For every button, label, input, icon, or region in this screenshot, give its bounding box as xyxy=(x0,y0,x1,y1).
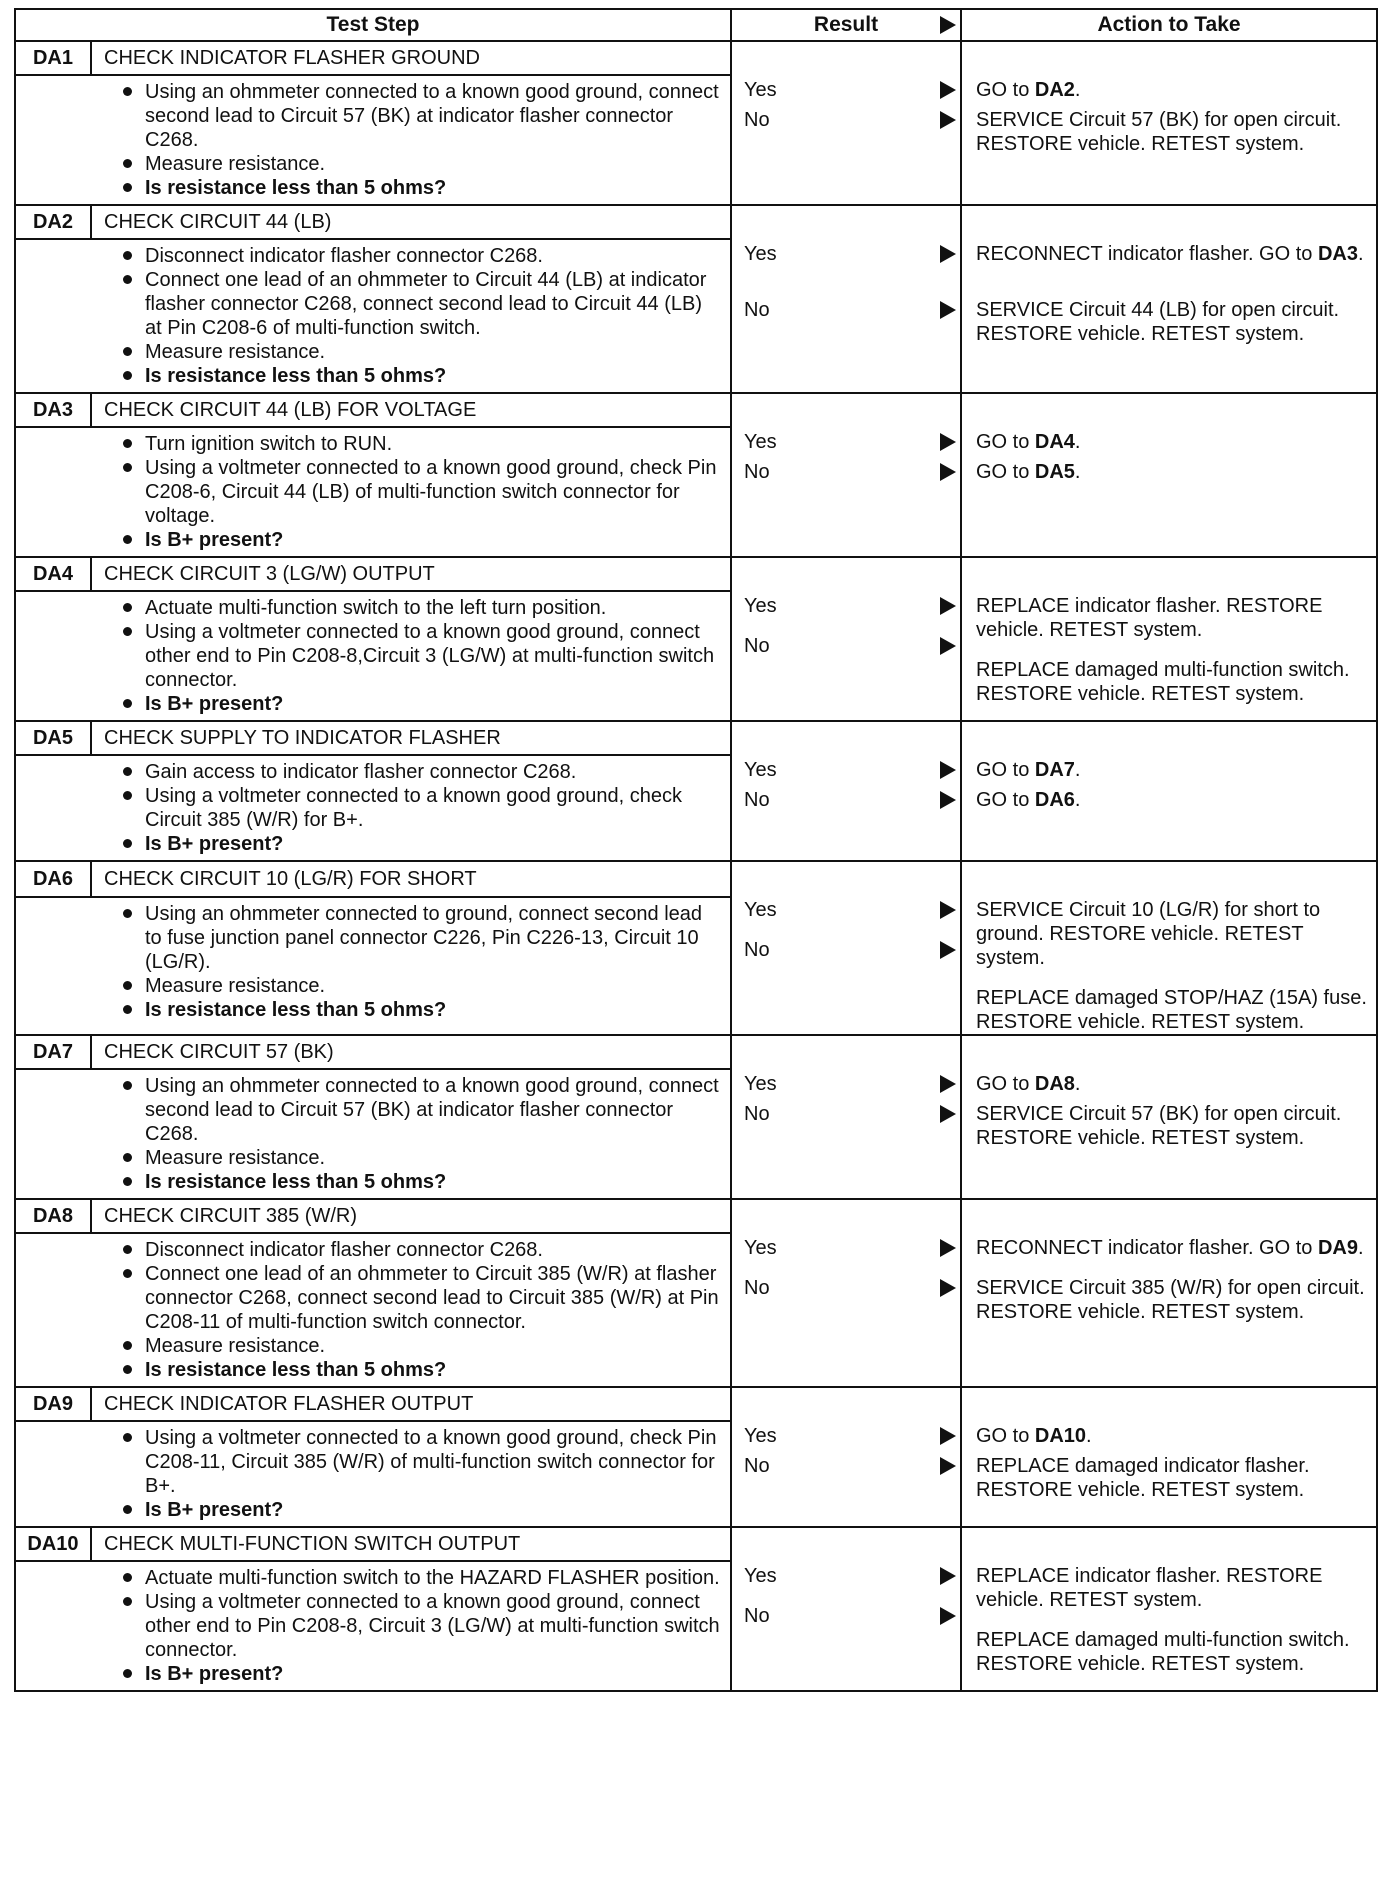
result-label: Yes xyxy=(744,595,777,617)
action-text xyxy=(962,788,1376,812)
action-cell xyxy=(961,1199,1377,1387)
action-label: REPLACE damaged multi-function switch. RESTORE vehicle. RETEST system. xyxy=(976,659,1350,705)
result-value xyxy=(732,788,960,812)
result-value xyxy=(732,108,960,132)
instruction-question: Is resistance less than 5 ohms? xyxy=(121,176,722,200)
action-cell xyxy=(961,1527,1377,1691)
action-suffix: . xyxy=(1086,1425,1092,1447)
action-text xyxy=(962,658,1376,706)
action-label: SERVICE Circuit 44 (LB) for open circuit. RESTORE vehicle. RETEST system. xyxy=(976,299,1340,345)
action-label: GO to xyxy=(976,1073,1035,1095)
result-value xyxy=(732,1424,960,1448)
step-id-spacer xyxy=(15,591,91,721)
action-text xyxy=(962,108,1376,156)
step-id-spacer xyxy=(15,1561,91,1691)
instruction-item: Gain access to indicator flasher connector C268. xyxy=(121,760,722,784)
step-instructions xyxy=(91,591,731,721)
step-title: CHECK MULTI-FUNCTION SWITCH OUTPUT xyxy=(91,1527,731,1561)
action-label: REPLACE indicator flasher. RESTORE vehicle. RETEST system. xyxy=(976,1565,1323,1611)
step-instructions xyxy=(91,427,731,557)
action-label: GO to xyxy=(976,789,1035,811)
step-id: DA3 xyxy=(15,393,91,427)
step-title-row xyxy=(15,205,1377,239)
action-text xyxy=(962,1424,1376,1448)
result-label: No xyxy=(744,1103,770,1125)
result-value xyxy=(732,898,960,922)
arrow-right-icon xyxy=(940,1239,956,1257)
instruction-list xyxy=(91,1426,722,1522)
result-value xyxy=(732,634,960,658)
step-id: DA6 xyxy=(15,861,91,897)
arrow-right-icon xyxy=(940,1607,956,1625)
instruction-item: Connect one lead of an ohmmeter to Circuit 385 (W/R) at flasher connector C268, connect second lead to Circuit 385 (W/R) at Pin C208-11 of multi-function switch connector. xyxy=(121,1262,722,1334)
action-suffix: . xyxy=(1074,79,1081,101)
result-value xyxy=(732,1102,960,1126)
step-id: DA2 xyxy=(15,205,91,239)
action-text xyxy=(962,430,1376,454)
result-value xyxy=(732,1604,960,1628)
action-text xyxy=(962,758,1376,782)
action-suffix: . xyxy=(1074,431,1081,453)
result-header: Result xyxy=(731,9,961,41)
step-id-spacer xyxy=(15,427,91,557)
step-title: CHECK CIRCUIT 3 (LG/W) OUTPUT xyxy=(91,557,731,591)
step-instructions xyxy=(91,239,731,393)
arrow-right-icon xyxy=(940,941,956,959)
result-label: No xyxy=(744,939,770,961)
instruction-list xyxy=(91,80,722,200)
step-instructions xyxy=(91,1561,731,1691)
action-text xyxy=(962,1102,1376,1150)
step-id-spacer xyxy=(15,755,91,861)
test-step-header: Test Step xyxy=(15,9,731,41)
action-suffix: . xyxy=(1357,1237,1364,1259)
step-id: DA8 xyxy=(15,1199,91,1233)
step-id: DA1 xyxy=(15,41,91,75)
result-cell xyxy=(731,861,961,1035)
result-cell xyxy=(731,1035,961,1199)
action-label: SERVICE Circuit 10 (LG/R) for short to ground. RESTORE vehicle. RETEST system. xyxy=(976,899,1321,969)
action-text xyxy=(962,1628,1376,1676)
arrow-right-icon xyxy=(940,1457,956,1475)
arrow-right-icon xyxy=(940,1279,956,1297)
result-value xyxy=(732,1072,960,1096)
step-title-row xyxy=(15,721,1377,755)
result-value xyxy=(732,758,960,782)
result-cell xyxy=(731,721,961,861)
result-value xyxy=(732,938,960,962)
instruction-item: Measure resistance. xyxy=(121,340,722,364)
result-label: No xyxy=(744,299,770,321)
result-label: Yes xyxy=(744,243,777,265)
step-instructions xyxy=(91,897,731,1035)
result-label: No xyxy=(744,789,770,811)
instruction-question: Is B+ present? xyxy=(121,528,722,552)
instruction-list xyxy=(91,432,722,552)
result-value xyxy=(732,1276,960,1300)
instruction-item: Actuate multi-function switch to the HAZARD FLASHER position. xyxy=(121,1566,722,1590)
result-cell xyxy=(731,205,961,393)
result-value xyxy=(732,242,960,266)
step-id-spacer xyxy=(15,1421,91,1527)
result-label: No xyxy=(744,1277,770,1299)
step-title: CHECK CIRCUIT 57 (BK) xyxy=(91,1035,731,1069)
step-id-spacer xyxy=(15,239,91,393)
result-label: No xyxy=(744,461,770,483)
action-text xyxy=(962,298,1376,346)
result-label: Yes xyxy=(744,1565,777,1587)
action-label: GO to xyxy=(976,79,1035,101)
instruction-item: Using an ohmmeter connected to a known good ground, connect second lead to Circuit 57 (BK) at indicator flasher connector C268. xyxy=(121,1074,722,1146)
action-label: RECONNECT indicator flasher. GO to xyxy=(976,243,1318,265)
step-title-row xyxy=(15,557,1377,591)
action-label: SERVICE Circuit 57 (BK) for open circuit. RESTORE vehicle. RETEST system. xyxy=(976,109,1342,155)
result-label: No xyxy=(744,635,770,657)
action-suffix: . xyxy=(1074,759,1081,781)
step-title-row xyxy=(15,1387,1377,1421)
arrow-right-icon xyxy=(940,81,956,99)
action-cell xyxy=(961,205,1377,393)
arrow-right-icon xyxy=(940,111,956,129)
step-title: CHECK INDICATOR FLASHER OUTPUT xyxy=(91,1387,731,1421)
action-text xyxy=(962,594,1376,642)
result-label: Yes xyxy=(744,431,777,453)
instruction-list xyxy=(91,760,722,856)
action-target-link: DA7 xyxy=(1034,759,1075,781)
action-target-link: DA10 xyxy=(1034,1425,1087,1447)
instruction-question: Is B+ present? xyxy=(121,832,722,856)
arrow-right-icon xyxy=(940,597,956,615)
step-id-spacer xyxy=(15,1069,91,1199)
header-row xyxy=(15,9,1377,41)
action-suffix: . xyxy=(1074,461,1081,483)
diagnostic-table xyxy=(14,8,1378,1692)
result-label: No xyxy=(744,109,770,131)
instruction-list xyxy=(91,1074,722,1194)
table-body xyxy=(15,41,1377,1691)
action-label: GO to xyxy=(976,431,1035,453)
action-suffix: . xyxy=(1357,243,1364,265)
action-label: RECONNECT indicator flasher. GO to xyxy=(976,1237,1318,1259)
instruction-question: Is resistance less than 5 ohms? xyxy=(121,1170,722,1194)
instruction-list xyxy=(91,1566,722,1686)
instruction-question: Is resistance less than 5 ohms? xyxy=(121,1358,722,1382)
action-target-link: DA9 xyxy=(1317,1237,1358,1259)
action-text xyxy=(962,1564,1376,1612)
instruction-question: Is B+ present? xyxy=(121,692,722,716)
result-cell xyxy=(731,393,961,557)
instruction-item: Actuate multi-function switch to the left turn position. xyxy=(121,596,722,620)
instruction-item: Turn ignition switch to RUN. xyxy=(121,432,722,456)
result-label: No xyxy=(744,1455,770,1477)
action-suffix: . xyxy=(1074,1073,1081,1095)
action-text xyxy=(962,1276,1376,1324)
step-title-row xyxy=(15,1527,1377,1561)
step-title-row xyxy=(15,861,1377,897)
instruction-item: Measure resistance. xyxy=(121,152,722,176)
action-cell xyxy=(961,393,1377,557)
instruction-item: Connect one lead of an ohmmeter to Circuit 44 (LB) at indicator flasher connector C268, connect second lead to Circuit 44 (LB) at Pin C208-6 of multi-function switch. xyxy=(121,268,722,340)
action-text xyxy=(962,898,1376,970)
instruction-item: Measure resistance. xyxy=(121,1334,722,1358)
result-value xyxy=(732,1564,960,1588)
diagnostic-table-page xyxy=(14,8,1376,1890)
instruction-item: Measure resistance. xyxy=(121,1146,722,1170)
step-instructions xyxy=(91,75,731,205)
result-label: Yes xyxy=(744,79,777,101)
action-text xyxy=(962,986,1376,1034)
action-target-link: DA8 xyxy=(1034,1073,1075,1095)
result-label: Yes xyxy=(744,1073,777,1095)
action-text xyxy=(962,1454,1376,1502)
step-title-row xyxy=(15,1035,1377,1069)
instruction-item: Measure resistance. xyxy=(121,974,722,998)
result-value xyxy=(732,460,960,484)
action-text xyxy=(962,78,1376,102)
instruction-item: Disconnect indicator flasher connector C268. xyxy=(121,244,722,268)
step-id-spacer xyxy=(15,1233,91,1387)
action-target-link: DA2 xyxy=(1034,79,1075,101)
instruction-item: Using an ohmmeter connected to ground, connect second lead to fuse junction panel connector C226, Pin C226-13, Circuit 10 (LG/R). xyxy=(121,902,722,974)
result-value xyxy=(732,78,960,102)
arrow-right-icon xyxy=(940,1567,956,1585)
step-id-spacer xyxy=(15,897,91,1035)
step-instructions xyxy=(91,1069,731,1199)
result-value xyxy=(732,594,960,618)
step-id: DA10 xyxy=(15,1527,91,1561)
instruction-question: Is resistance less than 5 ohms? xyxy=(121,364,722,388)
action-target-link: DA3 xyxy=(1317,243,1358,265)
action-text xyxy=(962,1236,1376,1260)
action-label: SERVICE Circuit 57 (BK) for open circuit. RESTORE vehicle. RETEST system. xyxy=(976,1103,1342,1149)
result-label: Yes xyxy=(744,899,777,921)
action-suffix: . xyxy=(1074,789,1081,811)
instruction-question: Is resistance less than 5 ohms? xyxy=(121,998,722,1022)
step-id: DA7 xyxy=(15,1035,91,1069)
instruction-question: Is B+ present? xyxy=(121,1498,722,1522)
step-id: DA9 xyxy=(15,1387,91,1421)
action-header: Action to Take xyxy=(961,9,1377,41)
instruction-item: Using a voltmeter connected to a known good ground, check Circuit 385 (W/R) for B+. xyxy=(121,784,722,832)
result-value xyxy=(732,430,960,454)
step-title: CHECK SUPPLY TO INDICATOR FLASHER xyxy=(91,721,731,755)
step-id: DA5 xyxy=(15,721,91,755)
instruction-item: Using a voltmeter connected to a known good ground, connect other end to Pin C208-8,Circuit 3 (LG/W) at multi-function switch connector. xyxy=(121,620,722,692)
step-id: DA4 xyxy=(15,557,91,591)
action-target-link: DA4 xyxy=(1034,431,1075,453)
step-title: CHECK INDICATOR FLASHER GROUND xyxy=(91,41,731,75)
action-label: GO to xyxy=(976,759,1035,781)
result-value xyxy=(732,298,960,322)
action-label: REPLACE damaged multi-function switch. RESTORE vehicle. RETEST system. xyxy=(976,1629,1350,1675)
result-value xyxy=(732,1236,960,1260)
action-text xyxy=(962,460,1376,484)
instruction-item: Using an ohmmeter connected to a known good ground, connect second lead to Circuit 57 (BK) at indicator flasher connector C268. xyxy=(121,80,722,152)
action-label: REPLACE damaged indicator flasher. RESTORE vehicle. RETEST system. xyxy=(976,1455,1310,1501)
action-target-link: DA5 xyxy=(1034,461,1075,483)
step-title: CHECK CIRCUIT 10 (LG/R) FOR SHORT xyxy=(91,861,731,897)
arrow-right-icon xyxy=(940,1427,956,1445)
step-instructions xyxy=(91,755,731,861)
result-cell xyxy=(731,41,961,205)
result-value xyxy=(732,1454,960,1478)
arrow-right-icon xyxy=(940,1105,956,1123)
step-id-spacer xyxy=(15,75,91,205)
action-cell xyxy=(961,721,1377,861)
step-title: CHECK CIRCUIT 44 (LB) FOR VOLTAGE xyxy=(91,393,731,427)
result-label: Yes xyxy=(744,759,777,781)
instruction-item: Using a voltmeter connected to a known good ground, connect other end to Pin C208-8, Circuit 3 (LG/W) at multi-function switch connector. xyxy=(121,1590,722,1662)
result-label: Yes xyxy=(744,1237,777,1259)
result-label: No xyxy=(744,1605,770,1627)
step-title-row xyxy=(15,41,1377,75)
step-title-row xyxy=(15,1199,1377,1233)
result-cell xyxy=(731,1199,961,1387)
result-label: Yes xyxy=(744,1425,777,1447)
instruction-question: Is B+ present? xyxy=(121,1662,722,1686)
instruction-list xyxy=(91,902,722,1022)
arrow-right-icon xyxy=(940,245,956,263)
step-title-row xyxy=(15,393,1377,427)
action-cell xyxy=(961,41,1377,205)
action-text xyxy=(962,1072,1376,1096)
step-title: CHECK CIRCUIT 385 (W/R) xyxy=(91,1199,731,1233)
action-target-link: DA6 xyxy=(1034,789,1075,811)
action-label: GO to xyxy=(976,461,1035,483)
action-cell xyxy=(961,557,1377,721)
result-cell xyxy=(731,1387,961,1527)
instruction-item: Using a voltmeter connected to a known good ground, check Pin C208-11, Circuit 385 (W/R) of multi-function switch connector for B+. xyxy=(121,1426,722,1498)
arrow-right-icon xyxy=(940,433,956,451)
instruction-item: Disconnect indicator flasher connector C268. xyxy=(121,1238,722,1262)
arrow-right-icon xyxy=(940,1075,956,1093)
step-title: CHECK CIRCUIT 44 (LB) xyxy=(91,205,731,239)
action-label: REPLACE damaged STOP/HAZ (15A) fuse. RESTORE vehicle. RETEST system. xyxy=(976,987,1367,1033)
instruction-list xyxy=(91,244,722,388)
step-instructions xyxy=(91,1421,731,1527)
action-cell xyxy=(961,1035,1377,1199)
step-instructions xyxy=(91,1233,731,1387)
instruction-list xyxy=(91,596,722,716)
action-text xyxy=(962,242,1376,266)
arrow-right-icon xyxy=(940,301,956,319)
action-label: GO to xyxy=(976,1425,1035,1447)
action-label: REPLACE indicator flasher. RESTORE vehicle. RETEST system. xyxy=(976,595,1323,641)
instruction-item: Using a voltmeter connected to a known good ground, check Pin C208-6, Circuit 44 (LB) of multi-function switch connector for voltage. xyxy=(121,456,722,528)
arrow-right-icon xyxy=(940,463,956,481)
action-cell xyxy=(961,1387,1377,1527)
action-cell xyxy=(961,861,1377,1035)
result-cell xyxy=(731,1527,961,1691)
arrow-right-icon xyxy=(940,791,956,809)
action-label: SERVICE Circuit 385 (W/R) for open circuit. RESTORE vehicle. RETEST system. xyxy=(976,1277,1365,1323)
arrow-right-icon xyxy=(940,637,956,655)
result-cell xyxy=(731,557,961,721)
arrow-right-icon xyxy=(940,901,956,919)
arrow-right-icon xyxy=(940,761,956,779)
instruction-list xyxy=(91,1238,722,1382)
